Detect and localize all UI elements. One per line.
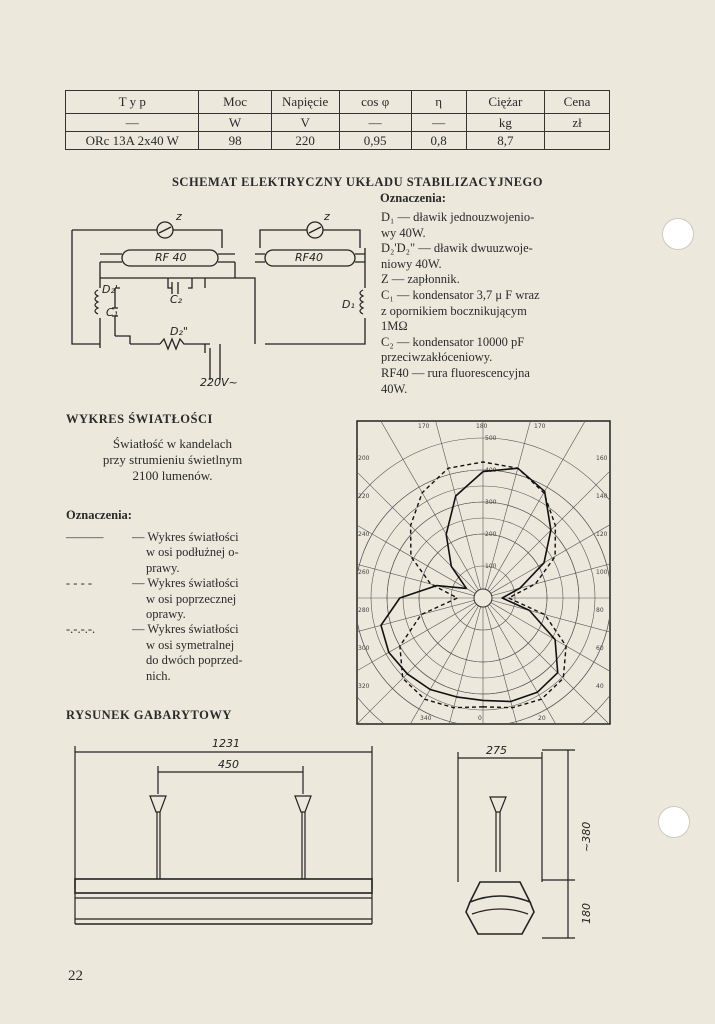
data-cell: 0,95 (339, 132, 411, 150)
angle-label-right: 140 (596, 493, 608, 500)
key-line: oprawy. (146, 607, 186, 622)
legend-line: D₂'D₂" — dławik dwuuzwoje- (381, 241, 533, 256)
tube2-label: RF40 (295, 251, 323, 264)
legend-line: z opornikiem bocznikującym (381, 303, 527, 318)
key-text (132, 622, 243, 684)
radial-tick-label: 400 (485, 467, 497, 474)
key-line: prawy. (146, 560, 180, 575)
light-chart-key (66, 530, 281, 684)
unit-cell: W (199, 114, 271, 132)
col-header-cos: cos φ (339, 91, 411, 114)
unit-cell: — (339, 114, 411, 132)
inner-span-label: 450 (218, 758, 239, 771)
angle-label-left: 260 (358, 569, 370, 576)
c1-label: C₁ (106, 306, 119, 319)
angle-label-bottom: 20 (538, 715, 546, 722)
key-line: nich. (146, 668, 171, 683)
spec-table (65, 90, 610, 150)
description-line: Światłość w kandelach (112, 436, 233, 451)
radial-tick-label: 100 (485, 563, 497, 570)
starter-label: z (324, 210, 330, 223)
key-line: w osi symetralnej (146, 637, 235, 652)
voltage-label: 220V~ (200, 376, 238, 388)
radial-ring (356, 438, 611, 725)
legend-line: przeciwzakłóceniowy. (381, 350, 493, 365)
dimension-heading: RYSUNEK GABARYTOWY (66, 708, 232, 722)
angle-label-right: 120 (596, 531, 608, 538)
angle-ray (356, 448, 611, 725)
angle-ray (356, 448, 611, 725)
binder-hole (662, 218, 694, 250)
angle-label-top: 170 (418, 423, 430, 430)
tube1-label: RF 40 (155, 251, 187, 264)
schematic-title: SCHEMAT ELEKTRYCZNY UKŁADU STABILIZACYJNEGO (171, 175, 543, 189)
angle-label-right: 80 (596, 607, 604, 614)
data-cell: 8,7 (466, 132, 544, 150)
angle-label-right: 100 (596, 569, 608, 576)
key-symbol: ——— (66, 530, 104, 544)
key-line: — Wykres światłości (132, 530, 239, 544)
key-symbol: -.-.-.-. (66, 622, 96, 637)
angle-label-left: 300 (358, 645, 370, 652)
legend-line: niowy 40W. (381, 256, 442, 271)
data-cell: 220 (271, 132, 339, 150)
angle-label-left: 320 (358, 683, 370, 690)
height-upper-label: ~380 (580, 821, 593, 852)
light-chart-legend-heading: Oznaczenia: (66, 508, 132, 522)
data-cell (545, 132, 610, 150)
unit-cell: V (271, 114, 339, 132)
polar-light-chart (356, 420, 611, 725)
side-view-drawing (70, 734, 380, 944)
radial-tick-label: 300 (485, 499, 497, 506)
radial-tick-label: 500 (485, 435, 497, 442)
angle-label-left: 240 (358, 531, 370, 538)
col-header-price: Cena (545, 91, 610, 114)
light-chart-description (60, 436, 285, 484)
legend-line: D₁ — dławik jednouzwojenio- (381, 210, 535, 224)
angle-label-left: 220 (358, 493, 370, 500)
spec-header-row (66, 91, 610, 114)
col-header-type: T y p (66, 91, 199, 114)
col-header-eta: η (411, 91, 466, 114)
key-line: do dwóch poprzed- (146, 653, 243, 668)
schematic-legend (381, 210, 616, 397)
key-line: — Wykres światłości (132, 576, 239, 591)
light-chart-heading: WYKRES ŚWIATŁOŚCI (66, 412, 213, 426)
legend-line: wy 40W. (381, 225, 426, 240)
angle-label-right: 40 (596, 683, 604, 690)
legend-line: 1MΩ (381, 319, 408, 334)
binder-hole (658, 806, 690, 838)
data-cell: ORc 13A 2x40 W (66, 132, 199, 150)
angle-label-left: 200 (358, 455, 370, 462)
angle-label-left: 280 (358, 607, 370, 614)
key-symbol: - - - - (66, 576, 93, 591)
data-cell: 98 (199, 132, 271, 150)
legend-line: RF40 — rura fluorescencyjna (381, 365, 530, 380)
overall-length-label: 1231 (212, 737, 240, 750)
col-header-weight: Ciężar (466, 91, 544, 114)
key-text (132, 530, 239, 576)
legend-line: 40W. (381, 381, 408, 396)
key-entry (66, 622, 281, 684)
angle-label-top: 170 (534, 423, 546, 430)
unit-cell: — (411, 114, 466, 132)
spec-unit-row (66, 114, 610, 132)
key-entry (66, 530, 281, 576)
schematic-legend-heading: Oznaczenia: (380, 191, 446, 205)
angle-label-bottom: 0 (478, 715, 482, 722)
key-line: — Wykres światłości (132, 622, 239, 637)
unit-cell: zł (545, 114, 610, 132)
end-view-drawing (450, 742, 610, 942)
d2-prime-label: D₂' (102, 283, 118, 296)
angle-label-right: 60 (596, 645, 604, 652)
polar-center (474, 589, 492, 607)
col-header-voltage: Napięcie (271, 91, 339, 114)
d1-label: D₁ (342, 298, 355, 311)
description-line: 2100 lumenów. (132, 468, 213, 483)
key-entry (66, 576, 281, 622)
spec-data-row (66, 132, 610, 150)
c2-label: C₂ (170, 293, 183, 306)
width-label: 275 (486, 744, 507, 757)
wiring-schematic (60, 208, 370, 388)
data-cell: 0,8 (411, 132, 466, 150)
angle-label-bottom: 340 (420, 715, 432, 722)
key-line: w osi poprzecznej (146, 591, 237, 606)
unit-cell: kg (466, 114, 544, 132)
legend-line: Z — zapłonnik. (381, 272, 460, 287)
page-number: 22 (68, 968, 83, 984)
angle-label-top: 180 (476, 423, 488, 430)
key-line: w osi podłużnej o- (146, 545, 239, 560)
description-line: przy strumieniu świetlnym (102, 452, 243, 467)
d2-double-label: D₂" (170, 325, 188, 338)
angle-label-right: 160 (596, 455, 608, 462)
legend-line: C₂ — kondensator 10000 pF (381, 334, 525, 349)
starter-label: z (176, 210, 182, 223)
height-lower-label: 180 (580, 903, 593, 924)
radial-tick-label: 200 (485, 531, 497, 538)
unit-cell: — (66, 114, 199, 132)
key-text (132, 576, 239, 622)
legend-line: C₁ — kondensator 3,7 μ F wraz (381, 287, 540, 302)
col-header-power: Moc (199, 91, 271, 114)
